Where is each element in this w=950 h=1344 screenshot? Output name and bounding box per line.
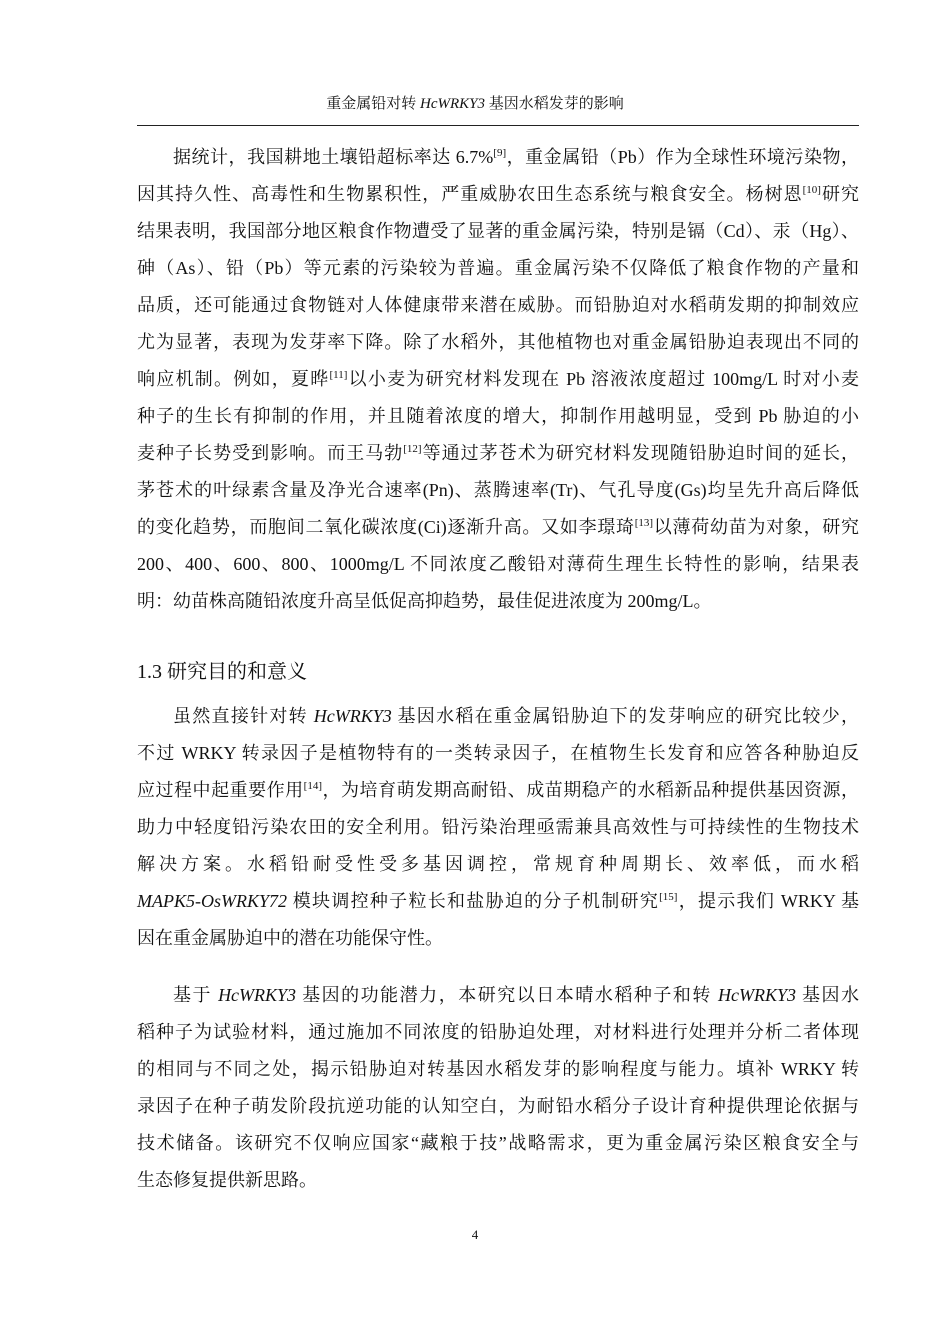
text-run: 以薄荷幼苗为对象，研究	[653, 517, 860, 537]
text-run: 以小麦为研究材料发现在 Pb 溶液浓度超过 100mg/L 时对小麦	[347, 369, 859, 389]
text-run: 稻种子为试验材料，通过施加不同浓度的铅胁迫处理，对材料进行处理并分析二者体现	[137, 1022, 859, 1042]
text-run: 技术储备。该研究不仅响应国家“藏粮于技”战略需求，更为重金属污染区粮食安全与	[137, 1133, 859, 1153]
gene-name: HcWRKY3	[717, 985, 796, 1005]
text-run: 解决方案。水稻铅耐受性受多基因调控，常规育种周期长、效率低，而水稻	[137, 854, 859, 874]
running-header	[0, 92, 950, 113]
paragraph-line	[137, 146, 859, 168]
text-run: 据统计，我国耕地土壤铅超标率达 6.7%	[173, 147, 494, 167]
paragraph-line	[137, 220, 859, 242]
text-run: 的变化趋势，而胞间二氧化碳浓度(Ci)逐渐升高。又如李璟琦	[137, 517, 635, 537]
citation-ref: [10]	[802, 184, 821, 196]
text-run: 砷（As）、铅（Pb）等元素的污染较为普遍。重金属污染不仅降低了粮食作物的产量和	[137, 258, 859, 278]
paragraph-line	[137, 1169, 859, 1191]
paragraph-line	[137, 984, 859, 1006]
paragraph-line	[137, 405, 859, 427]
paragraph-line	[137, 553, 859, 575]
text-run: 基因水稻发芽的影响	[485, 96, 624, 112]
text-run: 录因子在种子萌发阶段抗逆功能的认知空白，为耐铅水稻分子设计育种提供理论依据与	[137, 1096, 859, 1116]
text-run: 因其持久性、高毒性和生物累积性，严重威胁农田生态系统与粮食安全。杨树恩	[137, 184, 803, 204]
paragraph-line	[137, 927, 859, 949]
text-run: 应过程中起重要作用	[137, 780, 304, 800]
paragraph-line	[137, 590, 859, 612]
text-run: 因在重金属胁迫中的潜在功能保守性。	[137, 928, 443, 948]
citation-ref: [14]	[303, 780, 322, 792]
gene-name: HcWRKY3	[420, 96, 485, 112]
text-run: 明：幼苗株高随铅浓度升高呈低促高抑趋势，最佳促进浓度为 200mg/L。	[137, 591, 712, 611]
paragraph-line	[137, 779, 859, 801]
text-run: ，提示我们 WRKY 基	[677, 891, 860, 911]
paragraph-line	[137, 1021, 859, 1043]
page-number: 4	[471, 1227, 479, 1242]
paragraph-line	[137, 516, 859, 538]
paragraph-line	[137, 257, 859, 279]
text-run: 基于	[173, 985, 219, 1005]
citation-ref: [11]	[329, 369, 348, 381]
text-run: 结果表明，我国部分地区粮食作物遭受了显著的重金属污染，特别是镉（Cd）、汞（Hg）、	[137, 221, 859, 241]
text-run: 200、400、600、800、1000mg/L 不同浓度乙酸铅对薄荷生理生长特性的影响，结果表	[137, 554, 859, 574]
text-run: 响应机制。例如，夏晔	[137, 369, 330, 389]
text-run: 的相同与不同之处，揭示铅胁迫对转基因水稻发芽的影响程度与能力。填补 WRKY 转	[137, 1059, 859, 1079]
paragraph-line	[137, 890, 859, 912]
text-run: 茅苍术的叶绿素含量及净光合速率(Pn)、蒸腾速率(Tr)、气孔导度(Gs)均呈先升高后降低	[137, 480, 859, 500]
text-run: 不过 WRKY 转录因子是植物特有的一类转录因子，在植物生长发育和应答各种胁迫反	[137, 743, 859, 763]
paragraph-line	[137, 816, 859, 838]
section-heading: 1.3 研究目的和意义	[137, 661, 307, 683]
paragraph-line	[137, 705, 859, 727]
header-rule	[137, 125, 859, 126]
text-run: 麦种子长势受到影响。而王马勃	[137, 443, 404, 463]
gene-name: HcWRKY3	[218, 985, 297, 1005]
citation-ref: [12]	[403, 443, 422, 455]
text-run: 研究	[820, 184, 860, 204]
paragraph-line	[137, 1095, 859, 1117]
text-run: 基因的功能潜力，本研究以日本晴水稻种子和转	[296, 985, 718, 1005]
gene-name: HcWRKY3	[313, 706, 392, 726]
text-run: 基因水	[795, 985, 860, 1005]
paragraph-line	[137, 442, 859, 464]
paragraph-line	[137, 368, 859, 390]
citation-ref: [15]	[659, 891, 678, 903]
gene-name: MAPK5-OsWRKY72	[137, 891, 287, 911]
paragraph-line	[137, 1132, 859, 1154]
citation-ref: [9]	[493, 147, 507, 159]
text-run: 模块调控种子粒长和盐胁迫的分子机制研究	[287, 891, 660, 911]
text-run: 基因水稻在重金属铅胁迫下的发芽响应的研究比较少，	[391, 706, 859, 726]
text-run: 生态修复提供新思路。	[137, 1170, 317, 1190]
paragraph-line	[137, 853, 859, 875]
text-run: 虽然直接针对转	[173, 706, 314, 726]
paragraph-line	[137, 331, 859, 353]
paragraph-line	[137, 742, 859, 764]
paragraph-line	[137, 479, 859, 501]
paragraph-line	[137, 183, 859, 205]
text-run: 等通过茅苍术为研究材料发现随铅胁迫时间的延长，	[421, 443, 860, 463]
text-run: 重金属铅对转	[326, 96, 420, 112]
citation-ref: [13]	[634, 517, 654, 529]
text-run: 尤为显著，表现为发芽率下降。除了水稻外，其他植物也对重金属铅胁迫表现出不同的	[137, 332, 859, 352]
text-run: 种子的生长有抑制的作用，并且随着浓度的增大，抑制作用越明显，受到 Pb 胁迫的小	[137, 406, 859, 426]
text-run: 品质，还可能通过食物链对人体健康带来潜在威胁。而铅胁迫对水稻萌发期的抑制效应	[137, 295, 859, 315]
text-run: ，为培育萌发期高耐铅、成苗期稳产的水稻新品种提供基因资源，	[322, 780, 860, 800]
text-run: ，重金属铅（Pb）作为全球性环境污染物，	[506, 147, 859, 167]
paragraph-line	[137, 1058, 859, 1080]
paragraph-line	[137, 294, 859, 316]
text-run: 助力中轻度铅污染农田的安全利用。铅污染治理亟需兼具高效性与可持续性的生物技术	[137, 817, 859, 837]
